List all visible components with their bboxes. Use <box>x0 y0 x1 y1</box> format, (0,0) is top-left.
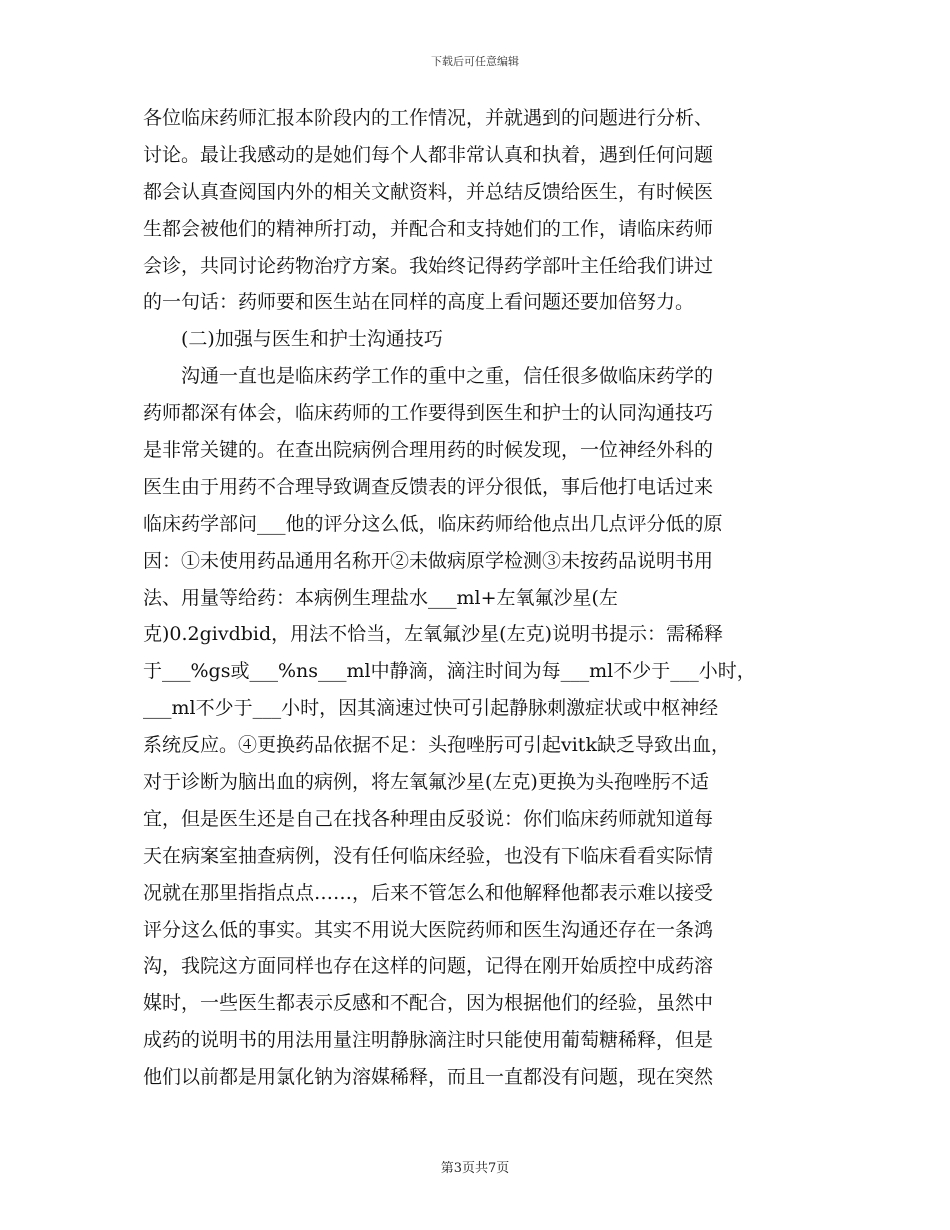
body-line: 沟，我院这方面同样也存在这样的问题，记得在刚开始质控中成药溶 <box>143 955 714 978</box>
page-footer: 第3页共7页 <box>440 1161 510 1176</box>
body-line: 他们以前都是用氯化钠为溶媒稀释，而且一直都没有问题，现在突然 <box>143 1066 714 1089</box>
body-line: 媒时，一些医生都表示反感和不配合，因为根据他们的经验，虽然中 <box>143 992 714 1015</box>
body-line: ___ml不少于___小时，因其滴速过快可引起静脉刺激症状或中枢神经 <box>143 697 719 720</box>
body-line: 临床药学部问___他的评分这么低，临床药师给他点出几点评分低的原 <box>143 512 723 535</box>
body-line: 因：①未使用药品通用名称开②未做病原学检测③未按药品说明书用 <box>143 549 714 572</box>
body-line: 成药的说明书的用法用量注明静脉滴注时只能使用葡萄糖稀释，但是 <box>143 1029 714 1052</box>
body-line: 的一句话：药师要和医生站在同样的高度上看问题还要加倍努力。 <box>143 291 695 314</box>
page-header: 下载后可任意编辑 <box>431 55 519 68</box>
document-body <box>143 100 823 1096</box>
body-line: 医生由于用药不合理导致调查反馈表的评分很低，事后他打电话过来 <box>143 475 714 498</box>
body-line: 况就在那里指指点点……，后来不管怎么和他解释他都表示难以接受 <box>143 881 714 904</box>
body-line: 讨论。最让我感动的是她们每个人都非常认真和执着，遇到任何问题 <box>143 143 714 166</box>
body-line: 对于诊断为脑出血的病例，将左氧氟沙星(左克)更换为头孢唑肟不适 <box>143 771 709 794</box>
body-line: 法、用量等给药：本病例生理盐水___ml+左氧氟沙星(左 <box>143 586 618 609</box>
body-line: 宜，但是医生还是自己在找各种理由反驳说：你们临床药师就知道每 <box>143 807 714 830</box>
body-line: 评分这么低的事实。其实不用说大医院药师和医生沟通还存在一条鸿 <box>143 918 714 941</box>
body-line: 于___%gs或___%ns___ml中静滴，滴注时间为每___ml不少于___小时， <box>143 660 756 683</box>
body-line: 药师都深有体会，临床药师的工作要得到医生和护士的认同沟通技巧 <box>143 402 714 425</box>
body-line: 是非常关键的。在查出院病例合理用药的时候发现，一位神经外科的 <box>143 439 714 462</box>
body-line: 各位临床药师汇报本阶段内的工作情况，并就遇到的问题进行分析、 <box>143 107 714 129</box>
body-line: 系统反应。④更换药品依据不足：头孢唑肟可引起vitk缺乏导致出血， <box>143 734 730 757</box>
body-line: 天在病案室抽查病例，没有任何临床经验，也没有下临床看看实际情 <box>143 844 714 867</box>
body-line: 都会认真查阅国内外的相关文献资料，并总结反馈给医生，有时候医 <box>143 180 714 203</box>
body-line: 生都会被他们的精神所打动，并配合和支持她们的工作，请临床药师 <box>143 217 714 240</box>
body-line: 会诊，共同讨论药物治疗方案。我始终记得药学部叶主任给我们讲过 <box>143 254 714 277</box>
body-line: 沟通一直也是临床药学工作的重中之重，信任很多做临床药学的 <box>143 365 714 388</box>
body-line: (二)加强与医生和护士沟通技巧 <box>143 328 443 351</box>
body-line: 克)0.2givdbid，用法不恰当，左氧氟沙星(左克)说明书提示：需稀释 <box>143 623 723 646</box>
